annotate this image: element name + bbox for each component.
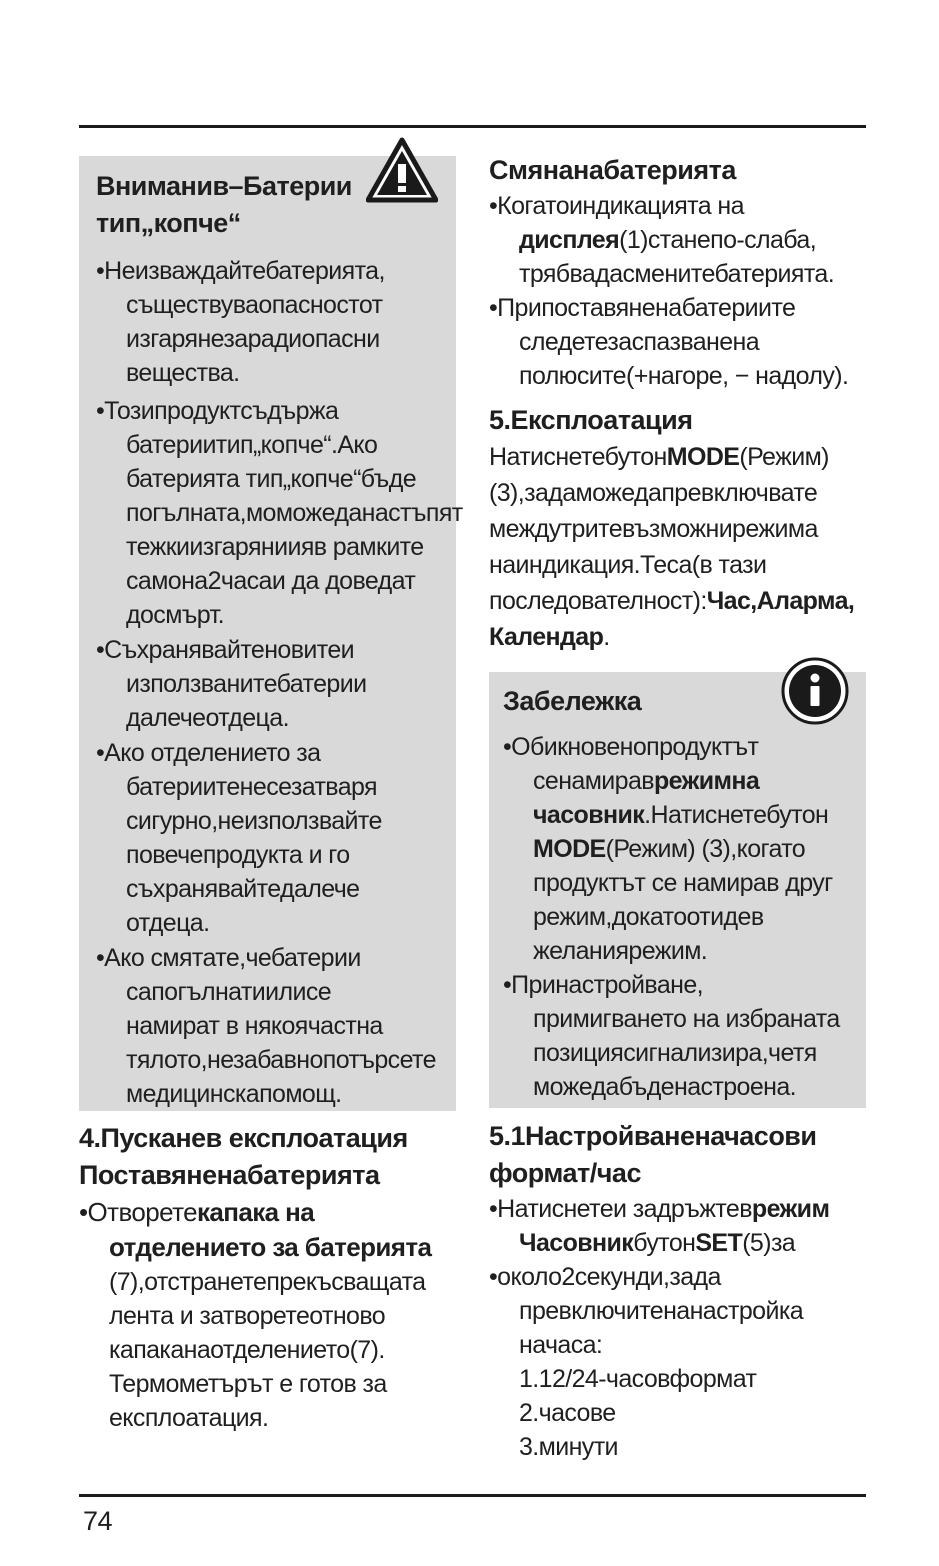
- warning-item: •Съхранявайтеновитеи използванитебатерии далечеотдеца.: [96, 636, 367, 732]
- warning-item: •Неизваждайтебатерията, съществуваопасностот изгарянезарадиопасни вещества.: [96, 257, 385, 387]
- warning-item: •Ако отделението за батериитенесезатваря сигурно,неизползвайте повечепродукта и го съхранявайтедалече отдеца.: [96, 739, 382, 937]
- replace-title: Смянанабатерията: [489, 155, 736, 185]
- section-4-body: •Отворетекапака на отделението за батерията (7),отстранетепрекъсващата лента и затворетеотново капаканаотделението(7). Термометърът е готов за експлоатация.: [79, 1197, 432, 1432]
- warning-content: [96, 168, 463, 1111]
- warning-item: •Тозипродуктсъдържа батериитип„копче“.Ако батерията тип„копче“бъде погълната,моможеданастъпят тежкиизгаряниияв рамките самона2часаи да доведат досмърт.: [96, 397, 463, 629]
- note-content: Забележка •Обикновенопродуктът сенамираврежимна часовник.Натиснетебутон MODE(Режим) (3),когато продуктът се намирав друг режим,докатоотидев желаниярежим. •Принастройване, примигването на избраната позициясигнализира,четя можедабъденастроена.: [503, 683, 848, 1104]
- note-title: Забележка: [503, 686, 642, 716]
- warning-item: •Ако смятате,чебатерии сапогълнатиилисе намират в някоячастна тялото,незабавнопотърсете медицинскапомощ.: [96, 944, 436, 1108]
- warning-list: [96, 254, 463, 1111]
- section-5: 5.Експлоатация НатиснетебутонMODE(Режим) (3),задаможедапревключвате междутритевъзможнирежима наиндикация.Теса(в тази последователност):Час,Аларма, Календар.: [489, 402, 869, 655]
- section-4-title: 4.Пусканев експлоатация: [79, 1123, 408, 1153]
- warning-title: Вниманив–Батерии тип„копче“: [96, 171, 352, 238]
- replace-section: Смянанабатерията •Когатоиндикацията на дисплея(1)станепо-слаба, трябвадасменитебатерията. •Припоставяненабатериите следетезаспазванена полюсите(+нагоре, − надолу).: [489, 152, 869, 393]
- page-number: 74: [83, 1506, 113, 1536]
- section-5-1-title: 5.1Настройваненачасови формат/час: [489, 1121, 817, 1188]
- section-4-subtitle: Поставяненабатерията: [79, 1160, 380, 1190]
- top-rule: [79, 125, 866, 128]
- section-5-title: 5.Експлоатация: [489, 405, 693, 435]
- bottom-rule: [79, 1494, 866, 1497]
- section-5-1: 5.1Настройваненачасови формат/час •Натиснетеи задръжтеврежим ЧасовникбутонSET(5)за •около2секунди,зада превключитенанастройка начаса: 1.12/24-часовформат 2.часове 3.минути: [489, 1118, 869, 1464]
- section-4: [79, 1120, 456, 1435]
